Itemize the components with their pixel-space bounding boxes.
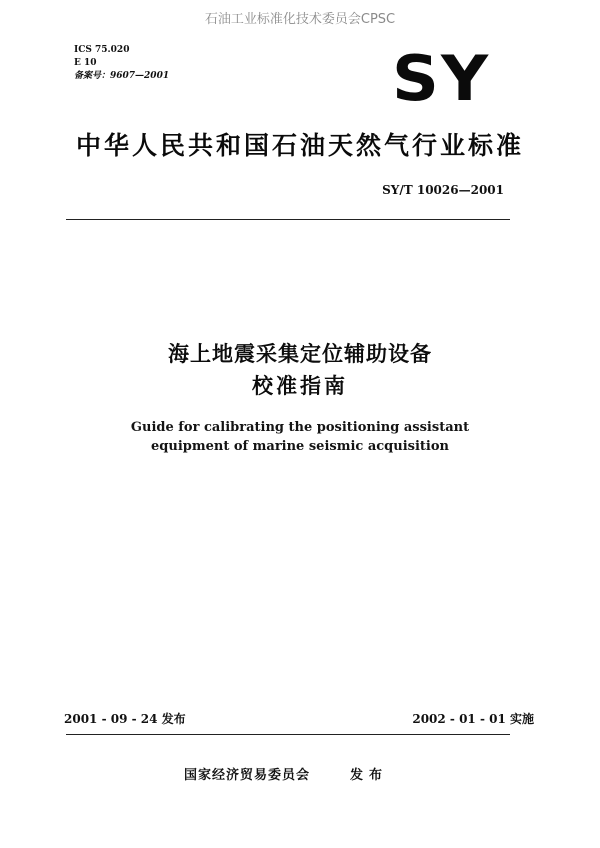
title-cn-line1: 海上地震采集定位辅助设备 xyxy=(168,342,432,366)
top-divider xyxy=(66,219,510,220)
classification-code: E 10 xyxy=(74,58,97,68)
title-en-line1: Guide for calibrating the positioning assistant xyxy=(130,420,470,435)
standard-number: SY/T 10026—2001 xyxy=(382,183,504,197)
ics-code: ICS 75.020 xyxy=(74,45,130,55)
watermark: 石油工业标准化技术委员会CPSC xyxy=(204,12,396,27)
bottom-divider xyxy=(66,734,510,735)
record-number: 备案号：9607—2001 xyxy=(74,71,170,81)
sy-logo: SY xyxy=(392,42,491,115)
title-en-line2: equipment of marine seismic acquisition xyxy=(151,439,449,454)
implementation-date: 2002 - 01 - 01 实施 xyxy=(412,712,534,726)
title-cn-line2: 校准指南 xyxy=(252,374,348,398)
publisher-name: 国家经济贸易委员会 xyxy=(184,768,311,783)
publish-label: 发布 xyxy=(350,768,389,783)
standard-type-title: 中华人民共和国石油天然气行业标准 xyxy=(75,131,524,160)
issue-date: 2001 - 09 - 24 发布 xyxy=(64,712,186,726)
